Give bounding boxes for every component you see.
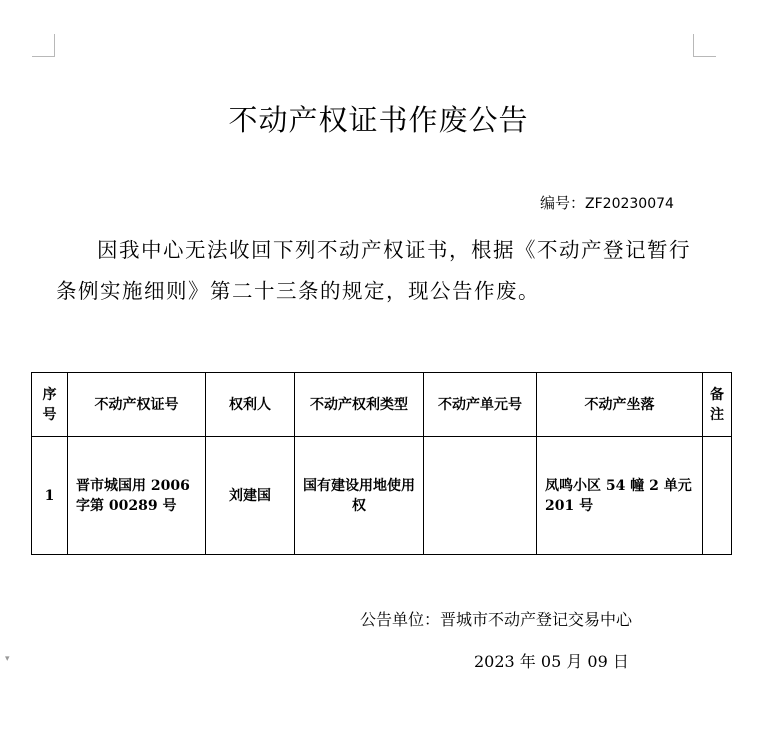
page-title: 不动产权证书作废公告 [228, 103, 529, 137]
notice-paragraph-text: 因我中心无法收回下列不动产权证书，根据《不动产登记暂行条例实施细则》第二十三条的规定，现公告作废。 [56, 238, 691, 303]
header-location: 不动产坐落 [537, 373, 703, 437]
cell-right-type: 国有建设用地使用权 [295, 437, 424, 555]
cell-seq: 1 [32, 437, 68, 555]
page-corner-mark-top-left [32, 34, 55, 57]
certificate-table [31, 372, 732, 555]
document-number-label: 编号： [540, 194, 586, 212]
page-corner-mark-top-right [693, 34, 716, 57]
header-remark: 备注 [703, 373, 732, 437]
header-seq: 序号 [32, 373, 68, 437]
table-row [32, 437, 732, 555]
header-unit-no: 不动产单元号 [424, 373, 537, 437]
header-right-type: 不动产权利类型 [295, 373, 424, 437]
collapse-arrow-icon: ▾ [5, 654, 10, 664]
header-holder: 权利人 [206, 373, 295, 437]
header-cert-no: 不动产权证号 [68, 373, 206, 437]
cell-location: 凤鸣小区 54 幢 2 单元 201 号 [537, 437, 703, 555]
cell-unit-no [424, 437, 537, 555]
cell-remark [703, 437, 732, 555]
issue-date: 2023 年 05 月 09 日 [474, 652, 629, 671]
cell-cert-no: 晋市城国用 2006 字第 00289 号 [68, 437, 206, 555]
notice-paragraph [56, 230, 706, 312]
table-header-row [32, 373, 732, 437]
document-number [540, 192, 674, 213]
cell-holder: 刘建国 [206, 437, 295, 555]
issuer-line: 公告单位：晋城市不动产登记交易中心 [360, 610, 633, 629]
document-number-value: ZF20230074 [585, 196, 674, 212]
